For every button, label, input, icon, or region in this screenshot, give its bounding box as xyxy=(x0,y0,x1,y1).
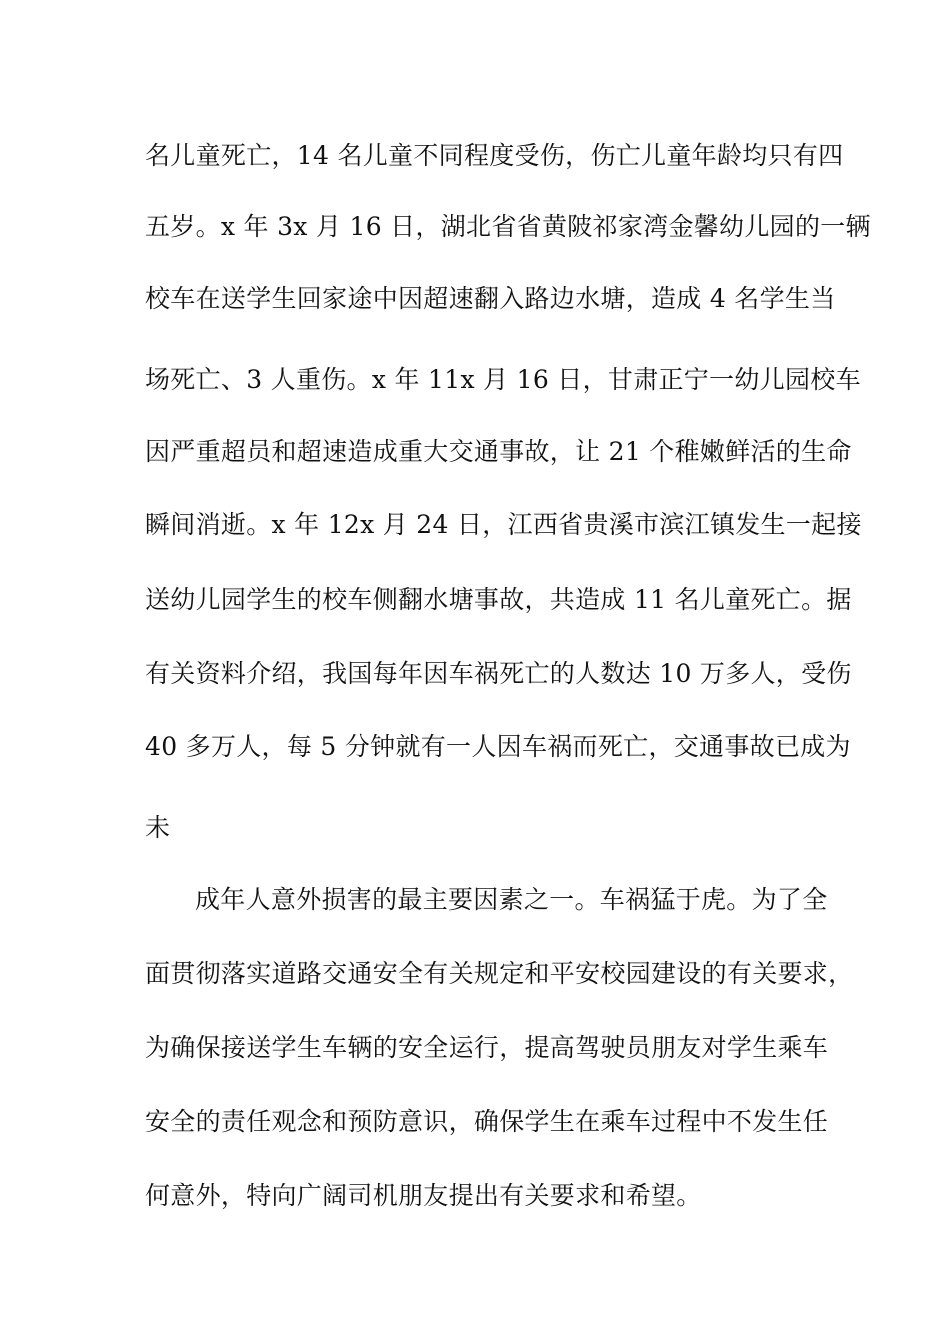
text-line: 安全的责任观念和预防意识，确保学生在乘车过程中不发生任 xyxy=(145,1107,829,1136)
text-line: 成年人意外损害的最主要因素之一。车祸猛于虎。为了全 xyxy=(195,885,828,914)
text-line: 未 xyxy=(145,813,171,842)
text-line: 名儿童死亡，14 名儿童不同程度受伤，伤亡儿童年龄均只有四 xyxy=(145,141,844,170)
text-line: 有关资料介绍，我国每年因车祸死亡的人数达 10 万多人，受伤 xyxy=(145,659,852,688)
text-line: 40 多万人，每 5 分钟就有一人因车祸而死亡，交通事故已成为 xyxy=(145,732,851,761)
text-line: 送幼儿园学生的校车侧翻水塘事故，共造成 11 名儿童死亡。据 xyxy=(145,585,852,614)
text-line: 何意外，特向广阔司机朋友提出有关要求和希望。 xyxy=(145,1181,702,1210)
text-line: 校车在送学生回家途中因超速翻入路边水塘，造成 4 名学生当 xyxy=(145,284,836,313)
text-line: 为确保接送学生车辆的安全运行，提高驾驶员朋友对学生乘车 xyxy=(145,1033,829,1062)
text-line: 场死亡、3 人重伤。x 年 11x 月 16 日，甘肃正宁一幼儿园校车 xyxy=(145,365,861,394)
text-line: 面贯彻落实道路交通安全有关规定和平安校园建设的有关要求， xyxy=(145,959,854,988)
text-line: 瞬间消逝。x 年 12x 月 24 日，江西省贵溪市滨江镇发生一起接 xyxy=(145,510,862,539)
text-line: 五岁。x 年 3x 月 16 日，湖北省省黄陂祁家湾金馨幼儿园的一辆 xyxy=(145,212,871,241)
text-line: 因严重超员和超速造成重大交通事故，让 21 个稚嫩鲜活的生命 xyxy=(145,437,852,466)
